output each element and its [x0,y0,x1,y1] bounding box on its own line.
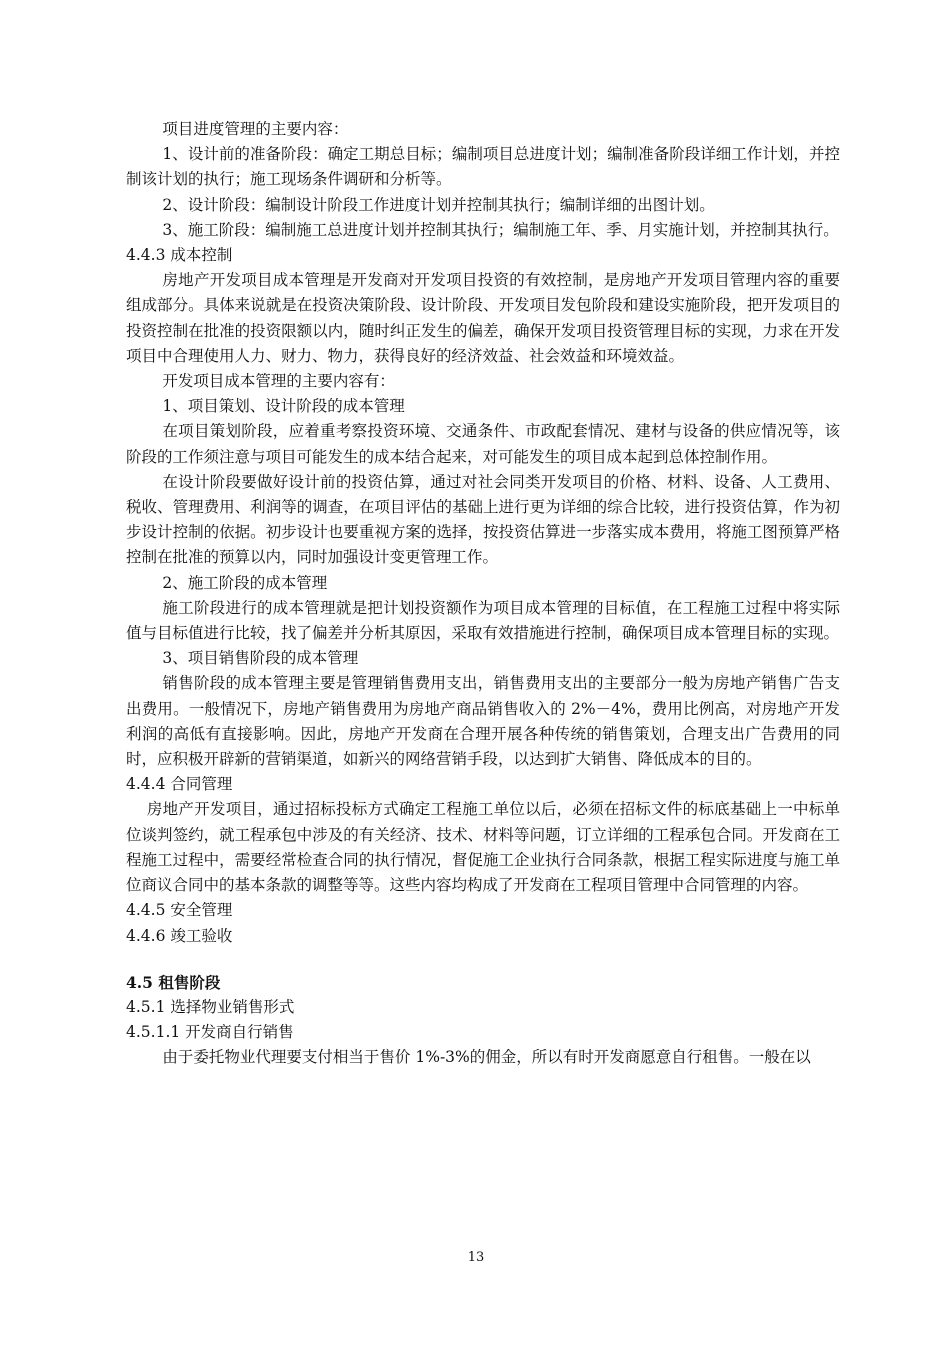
paragraph: 在项目策划阶段，应着重考察投资环境、交通条件、市政配套情况、建材与设备的供应情况等，该阶段的工作须注意与项目可能发生的成本结合起来，对可能发生的项目成本起到总体控制作用。 [126,422,840,466]
section-heading: 4.5.1.1 开发商自行销售 [126,1023,294,1042]
paragraph: 由于委托物业代理要支付相当于售价 1%-3%的佣金，所以有时开发商愿意自行租售。一般在以 [162,1048,811,1067]
paragraph: 2、设计阶段：编制设计阶段工作进度计划并控制其执行；编制详细的出图计划。 [162,195,715,214]
paragraph: 3、项目销售阶段的成本管理 [162,649,359,668]
section-heading: 4.4.6 竣工验收 [126,926,233,945]
paragraph: 1、项目策划、设计阶段的成本管理 [162,397,405,416]
section-heading: 4.4.4 合同管理 [126,775,233,794]
paragraph: 1、设计前的准备阶段：确定工期总目标；编制项目总进度计划；编制准备阶段详细工作计划，并控制该计划的执行；施工现场条件调研和分析等。 [126,145,840,189]
page-number: 13 [467,1250,485,1265]
paragraph: 房地产开发项目成本管理是开发商对开发项目投资的有效控制，是房地产开发项目管理内容的重要组成部分。具体来说就是在投资决策阶段、设计阶段、开发项目发包阶段和建设实施阶段，把开发项目的投资控制在批准的投资限额以内，随时纠正发生的偏差，确保开发项目投资管理目标的实现，力求在开发项目中合理使用人力、财力、物力，获得良好的经济效益、社会效益和环境效益。 [126,271,840,365]
section-heading: 4.5.1 选择物业销售形式 [126,997,295,1016]
paragraph: 开发项目成本管理的主要内容有： [162,372,395,391]
paragraph: 房地产开发项目，通过招标投标方式确定工程施工单位以后，必须在招标文件的标底基础上一中标单位谈判签约，就工程承包中涉及的有关经济、技术、材料等问题，订立详细的工程承包合同。开发商在工程施工过程中，需要经常检查合同的执行情况，督促施工企业执行合同条款，根据工程实际进度与施工单位商议合同中的基本条款的调整等等。这些内容均构成了开发商在工程项目管理中合同管理的内容。 [126,800,840,895]
paragraph: 在设计阶段要做好设计前的投资估算，通过对社会同类开发项目的价格、材料、设备、人工费用、税收、管理费用、利润等的调查，在项目评估的基础上进行更为详细的综合比较，进行投资估算，作为初步设计控制的依据。初步设计也要重视方案的选择，按投资估算进一步落实成本费用，将施工图预算严格控制在批准的预算以内，同时加强设计变更管理工作。 [126,472,840,567]
paragraph: 项目进度管理的主要内容： [162,120,349,138]
paragraph: 销售阶段的成本管理主要是管理销售费用支出，销售费用支出的主要部分一般为房地产销售广告支出费用。一般情况下，房地产销售费用为房地产商品销售收入的 2%－4%，费用比例高，对房地产开发利润的高低有直接影响。因此，房地产开发商在合理开展各种传统的销售策划，合理支出广告费用的同时，应积极开辟新的营销渠道，如新兴的网络营销手段，以达到扩大销售、降低成本的目的。 [126,674,840,769]
chapter-heading: 4.5 租售阶段 [126,972,221,992]
page-content [126,117,840,1071]
paragraph: 3、施工阶段：编制施工总进度计划并控制其执行；编制施工年、季、月实施计划，并控制其执行。 [162,220,839,239]
section-heading: 4.4.5 安全管理 [126,901,233,920]
paragraph: 施工阶段进行的成本管理就是把计划投资额作为项目成本管理的目标值，在工程施工过程中将实际值与目标值进行比较，找了偏差并分析其原因，采取有效措施进行控制，确保项目成本管理目标的实现。 [126,598,840,643]
section-heading: 4.4.3 成本控制 [126,246,233,265]
paragraph: 2、施工阶段的成本管理 [162,573,328,592]
